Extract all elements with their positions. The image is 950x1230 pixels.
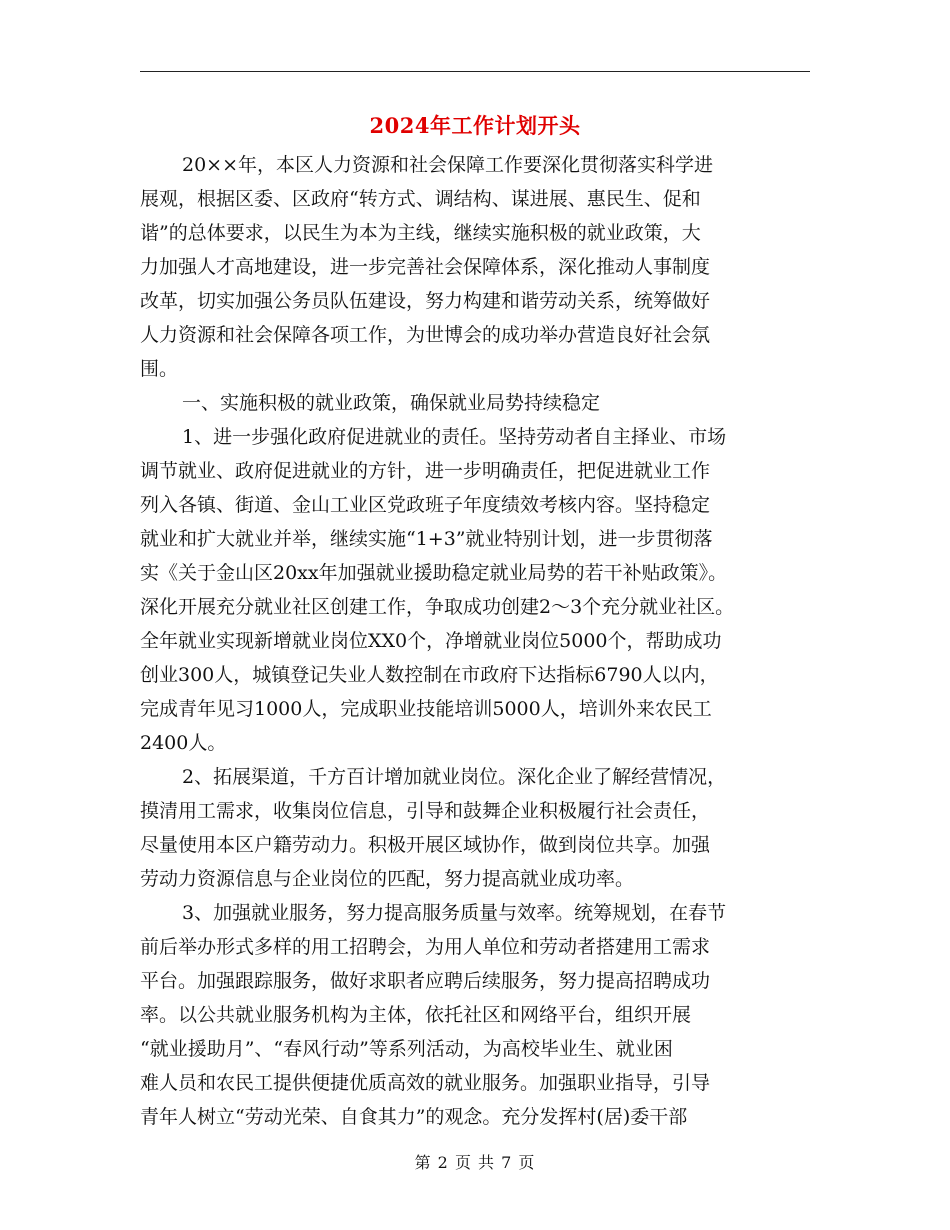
paragraph-line: 就业和扩大就业并举，继续实施“1+3”就业特别计划，进一步贯彻落 [140, 528, 713, 550]
document-body [140, 148, 820, 1134]
paragraph-line: 力加强人才高地建设，进一步完善社会保障体系，深化推动人事制度 [140, 256, 711, 278]
paragraph-line: 2、拓展渠道，千方百计增加就业岗位。深化企业了解经营情况， [182, 766, 727, 788]
paragraph-line: 创业300人，城镇登记失业人数控制在市政府下达指标6790人以内， [140, 664, 719, 686]
paragraph-line: 尽量使用本区户籍劳动力。积极开展区域协作，做到岗位共享。加强 [140, 834, 711, 856]
document-title: 2024年工作计划开头 [369, 113, 581, 138]
paragraph-line: 全年就业实现新增就业岗位XX0个，净增就业岗位5000个，帮助成功 [140, 630, 722, 652]
paragraph-line: 率。以公共就业服务机构为主体，依托社区和网络平台，组织开展 [140, 1004, 692, 1026]
paragraph-line: “就业援助月”、“春风行动”等系列活动，为高校毕业生、就业困 [140, 1038, 673, 1060]
paragraph-line: 谐”的总体要求，以民生为本为主线，继续实施积极的就业政策，大 [140, 222, 701, 244]
paragraph-line: 3、加强就业服务，努力提高服务质量与效率。统筹规划，在春节 [182, 902, 727, 924]
paragraph-line: 20××年，本区人力资源和社会保障工作要深化贯彻落实科学进 [182, 154, 714, 176]
paragraph-line: 人力资源和社会保障各项工作，为世博会的成功举办营造良好社会氛 [140, 324, 711, 346]
paragraph-line: 平台。加强跟踪服务，做好求职者应聘后续服务，努力提高招聘成功 [140, 970, 711, 992]
paragraph-line: 青年人树立“劳动光荣、自食其力”的观念。充分发挥村(居)委干部 [140, 1106, 688, 1128]
paragraph-line: 摸清用工需求，收集岗位信息，引导和鼓舞企业积极履行社会责任， [140, 800, 711, 822]
paragraph-line: 完成青年见习1000人，完成职业技能培训5000人，培训外来农民工 [140, 698, 712, 720]
paragraph-line: 深化开展充分就业社区创建工作，争取成功创建2～3个充分就业社区。 [140, 596, 735, 618]
paragraph-line: 难人员和农民工提供便捷优质高效的就业服务。加强职业指导，引导 [140, 1072, 711, 1094]
header-rule [140, 71, 810, 72]
paragraph-line: 列入各镇、街道、金山工业区党政班子年度绩效考核内容。坚持稳定 [140, 494, 711, 516]
paragraph-line: 展观，根据区委、区政府“转方式、调结构、谋进展、惠民生、促和 [140, 188, 701, 210]
paragraph-line: 劳动力资源信息与企业岗位的匹配，努力提高就业成功率。 [140, 868, 635, 890]
page-footer: 第 2 页 共 7 页 [414, 1153, 536, 1172]
paragraph-line: 改革，切实加强公务员队伍建设，努力构建和谐劳动关系，统筹做好 [140, 290, 711, 312]
paragraph-line: 一、实施积极的就业政策，确保就业局势持续稳定 [182, 392, 601, 414]
paragraph-line: 2400人。 [140, 732, 227, 754]
paragraph-line: 前后举办形式多样的用工招聘会，为用人单位和劳动者搭建用工需求 [140, 936, 711, 958]
paragraph-line: 1、进一步强化政府促进就业的责任。坚持劳动者自主择业、市场 [182, 426, 727, 448]
paragraph-line: 围。 [140, 358, 179, 380]
paragraph-line: 实《关于金山区20xx年加强就业援助稳定就业局势的若干补贴政策》。 [140, 562, 728, 584]
paragraph-line: 调节就业、政府促进就业的方针，进一步明确责任，把促进就业工作 [140, 460, 711, 482]
